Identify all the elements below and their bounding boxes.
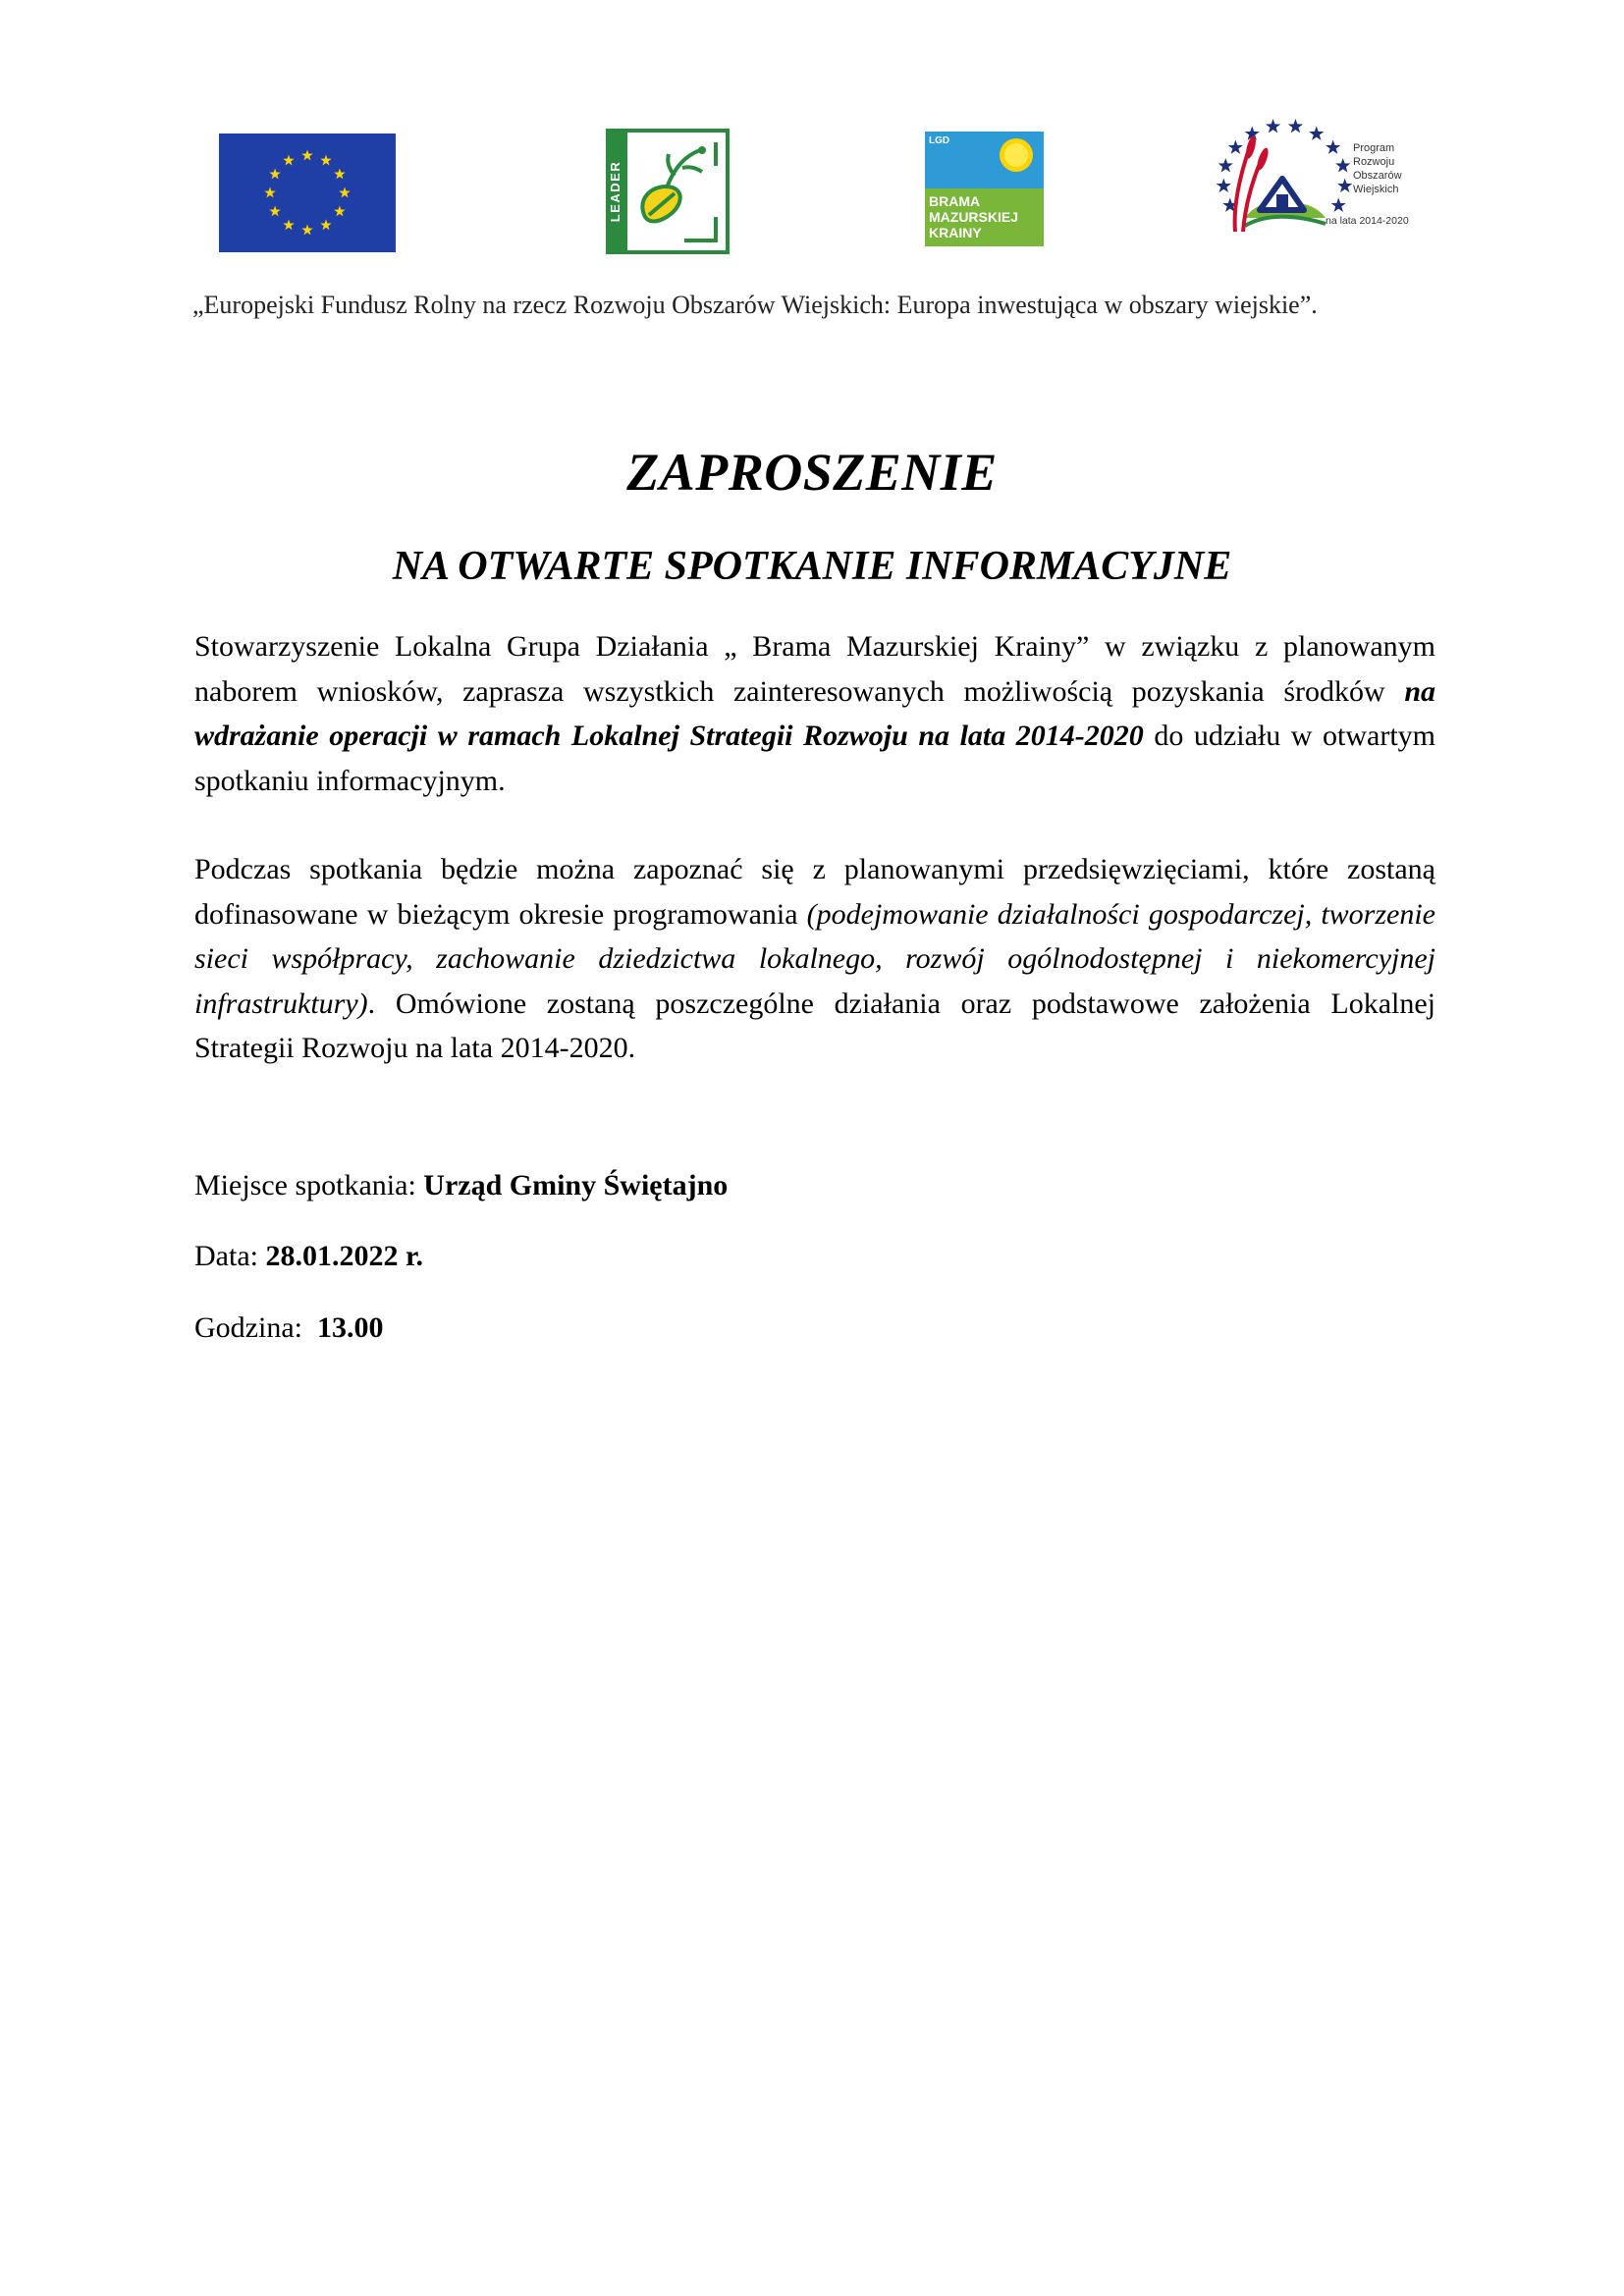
prow-star-icon <box>1228 139 1243 153</box>
prow-star-icon <box>1337 179 1352 192</box>
leader-logo <box>606 129 730 254</box>
meeting-place-label: Miejsce spotkania: <box>194 1169 424 1201</box>
eafrd-caption: „Europejski Fundusz Rolny na rzecz Rozwoju Obszarów Wiejskich: Europa inwestująca w obszary wiejskie”. <box>192 291 1318 319</box>
meeting-date <box>194 1237 423 1276</box>
lgd-line1-text: BRAMA <box>929 193 981 209</box>
paragraph-invitation <box>194 624 1435 803</box>
meeting-hour-value: 13.00 <box>316 1311 384 1344</box>
prow-star-icon <box>1326 139 1340 153</box>
paragraph1-text-part1: Stowarzyszenie Lokalna Grupa Działania „ Brama Mazurskiej Krainy” w związku z planowanym naborem wniosków, zaprasza wszystkich zainteresowanych możliwością pozyskania środków <box>194 630 1435 708</box>
paragraph-details <box>194 847 1435 1071</box>
prow-star-icon <box>1266 119 1280 133</box>
prow-line4-text: Wiejskich <box>1353 184 1399 195</box>
prow-star-icon <box>1218 158 1233 172</box>
meeting-place <box>194 1166 728 1205</box>
prow-2014-2020-logo <box>1206 110 1432 247</box>
page-subtitle: NA OTWARTE SPOTKANIE INFORMACYJNE <box>392 544 1232 589</box>
prow-star-icon <box>1331 197 1346 211</box>
prow-line1-text: Program <box>1353 142 1395 154</box>
paragraph2-italic: (podejmowanie działalności gospodarczej, tworzenie sieci współpracy, zachowanie dziedzictwa lokalnego, rozwój ogólnodostępnej i niekomercyjnej infrastruktury) <box>194 897 1435 1020</box>
meeting-hour <box>194 1308 383 1348</box>
prow-line3-text: Obszarów <box>1353 170 1402 182</box>
lgd-line3-text: KRAINY <box>929 225 982 240</box>
meeting-date-label: Data: <box>194 1240 266 1272</box>
meeting-hour-label: Godzina: <box>194 1311 317 1344</box>
lgd-line2-text: MAZURSKIEJ <box>929 209 1019 225</box>
eu-flag-logo <box>219 133 396 252</box>
prow-star-icon <box>1335 158 1350 172</box>
prow-star-icon <box>1217 179 1231 192</box>
lgd-brama-mazurskiej-krainy-logo <box>923 130 1046 248</box>
prow-line5-text: na lata 2014-2020 <box>1326 215 1409 227</box>
paragraph2-text-part1: Podczas spotkania będzie można zapoznać się z planowanymi przedsięwzięciami, które zostaną dofinasowane w bieżącym okresie programowania <box>194 853 1435 931</box>
meeting-place-value: Urząd Gminy Świętajno <box>423 1169 729 1201</box>
prow-star-icon <box>1309 126 1324 139</box>
paragraph1-emphasis: na wdrażanie operacji w ramach Lokalnej Strategii Rozwoju na lata 2014-2020 <box>194 674 1435 752</box>
page-title: ZAPROSZENIE <box>626 443 998 502</box>
paragraph1-text-part2: do udziału w otwartym spotkaniu informacyjnym. <box>194 720 1435 797</box>
paragraph2-text-part2: . Omówione zostaną poszczególne działania oraz podstawowe założenia Lokalnej Strategii Rozwoju na lata 2014-2020. <box>194 987 1435 1064</box>
leader-logo-text: LEADER <box>608 160 623 223</box>
lgd-tag-text: LGD <box>929 135 950 146</box>
prow-line2-text: Rozwoju <box>1353 156 1395 168</box>
prow-star-icon <box>1288 119 1303 133</box>
meeting-date-value: 28.01.2022 r. <box>265 1240 424 1272</box>
